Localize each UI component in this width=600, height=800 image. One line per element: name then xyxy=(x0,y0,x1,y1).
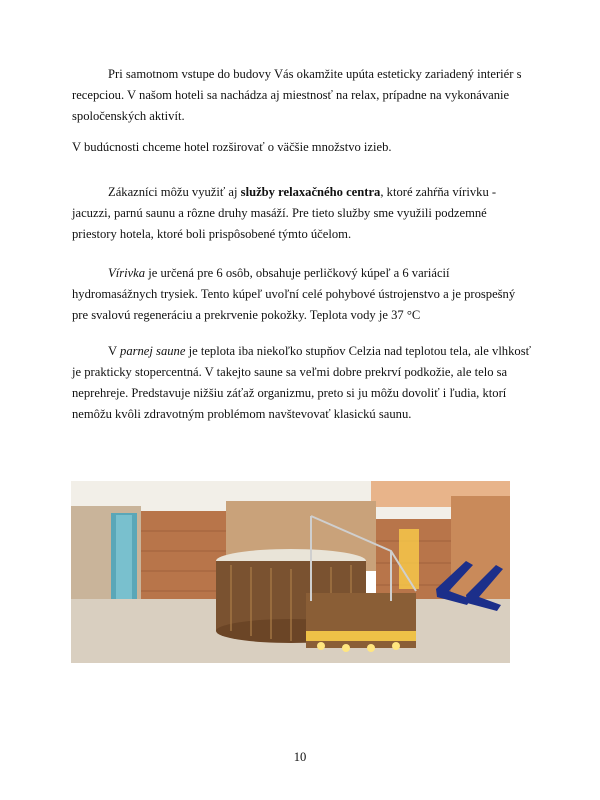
relax-text-after: , ktoré zahŕňa vírivku - jacuzzi, parnú saunu a rôzne druhy masáží. Pre tieto služby sme využili podzemné priestory hotela, ktoré boli prispôsobené týmto účelom. xyxy=(72,185,497,241)
jacuzzi-text: je určená pre 6 osôb, obsahuje perličkový kúpeľ a 6 variácií hydromasážnych trysiek. Tento kúpeľ uvoľní celé pohybové ústrojenstvo a je prospešný pre svalovú regeneráciu a prekrvenie pokožky. Teplota vody je 37 °C xyxy=(72,266,516,322)
steam-sauna-term: parnej saune xyxy=(120,344,186,358)
wellness-photo-illustration xyxy=(71,481,510,663)
paragraph-entrance xyxy=(72,64,532,127)
relax-text-before: Zákazníci môžu využiť aj xyxy=(108,185,241,199)
paragraph-future-text: V budúcnosti chceme hotel rozširovať o väčšie množstvo izieb. xyxy=(72,140,392,154)
paragraph-relax-center xyxy=(72,182,532,245)
paragraph-entrance-text: Pri samotnom vstupe do budovy Vás okamžite upúta esteticky zariadený interiér s recepciou. V našom hoteli sa nachádza aj miestnosť na relax, prípadne na vykonávanie spoločenských aktivít. xyxy=(72,67,522,123)
relax-center-bold: služby relaxačného centra xyxy=(240,185,381,199)
sauna-text-after: je teplota iba niekoľko stupňov Celzia nad teplotou tela, ale vlhkosť je prakticky stopercentná. V takejto saune sa veľmi dobre prekrví podkožie, ale telo sa neprehreje. Predstavuje nižšiu záťaž organizmu, preto si ju môžu dovoliť i ľudia, ktorí nemôžu kvôli zdravotným problémom navštevovať klasickú saunu. xyxy=(72,344,531,421)
sauna-text-before: V xyxy=(108,344,121,358)
paragraph-jacuzzi xyxy=(72,263,532,326)
wellness-center-photo xyxy=(71,481,510,663)
jacuzzi-term: Vírivka xyxy=(108,266,146,280)
page-number: 10 xyxy=(293,750,307,764)
paragraph-steam-sauna xyxy=(72,341,532,425)
paragraph-future xyxy=(72,137,532,158)
